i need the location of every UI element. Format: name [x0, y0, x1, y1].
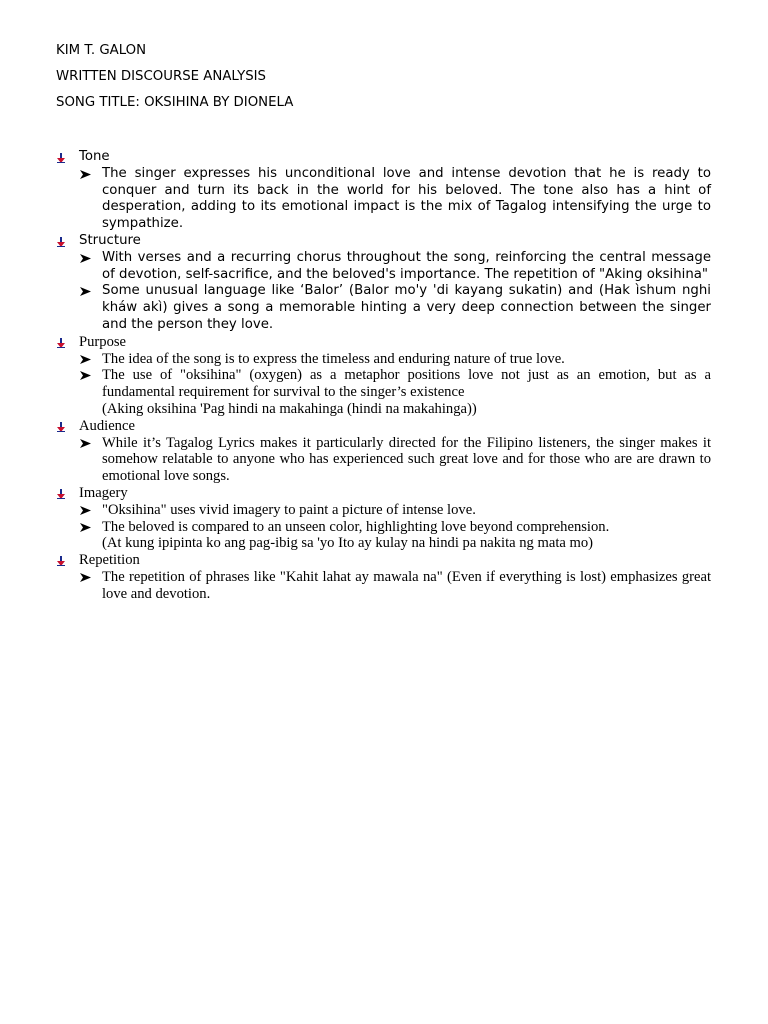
section-heading: Repetition: [56, 552, 711, 569]
section-heading: Audience: [56, 418, 711, 435]
bullet-icon: [57, 237, 65, 247]
arrow-bullet-icon: [80, 287, 91, 296]
section-heading: Tone: [56, 149, 711, 166]
bullet-icon: [57, 338, 65, 348]
lyric-quote: (At kung ipipinta ko ang pag-ibig sa 'yo Ito ay kulay na hindi pa nakita ng mata mo): [102, 535, 594, 552]
section-heading: Structure: [56, 233, 711, 250]
list-item: The singer expresses his unconditional love and intense devotion that he is ready to conquer and turn its back in the world for his beloved. The tone also has a hint of desperation, adding to its emotional impact is the mix of Tagalog intensifying the urge to sympathize.: [56, 166, 711, 233]
bullet-icon: [57, 153, 65, 163]
list-item: With verses and a recurring chorus throughout the song, reinforcing the central message of devotion, self-sacrifice, and the beloved's importance. The repetition of "Aking oksihina": [56, 250, 711, 284]
arrow-bullet-icon: [80, 439, 91, 448]
arrow-bullet-icon: [80, 523, 91, 532]
section-tone: [56, 149, 711, 233]
author-name: KIM T. GALON: [56, 43, 147, 58]
arrow-bullet-icon: [80, 254, 91, 263]
section-structure: [56, 233, 711, 334]
song-title: SONG TITLE: OKSIHINA BY DIONELA: [56, 95, 294, 110]
list-item: The idea of the song is to express the timeless and enduring nature of true love.: [56, 351, 711, 368]
section-repetition: [56, 552, 711, 602]
bullet-icon: [57, 489, 65, 499]
arrow-bullet-icon: [80, 355, 91, 364]
list-item: Some unusual language like ‘Balor’ (Balor mo'y 'di kayang sukatin) and (Hak ìshum nghi kháw akì) gives a song a memorable hinting a very deep connection between the singer and the person they love.: [56, 283, 711, 333]
arrow-bullet-icon: [80, 573, 91, 582]
section-heading: Imagery: [56, 485, 711, 502]
arrow-bullet-icon: [80, 371, 91, 380]
section-imagery: [56, 485, 711, 552]
section-audience: [56, 418, 711, 485]
course-title: WRITTEN DISCOURSE ANALYSIS: [56, 69, 266, 84]
arrow-bullet-icon: [80, 506, 91, 515]
section-purpose: [56, 334, 711, 418]
analysis-list: [56, 149, 711, 603]
list-item: The use of "oksihina" (oxygen) as a metaphor positions love not just as an emotion, but as a fundamental requirement for survival to the singer’s existence (Aking oksihina 'Pag hindi na makahinga (hindi na makahinga)): [56, 367, 711, 417]
list-item: The beloved is compared to an unseen color, highlighting love beyond comprehension. (At kung ipipinta ko ang pag-ibig sa 'yo Ito ay kulay na hindi pa nakita ng mata mo): [56, 519, 711, 553]
arrow-bullet-icon: [80, 170, 91, 179]
list-item: "Oksihina" uses vivid imagery to paint a picture of intense love.: [56, 502, 711, 519]
section-heading: Purpose: [56, 334, 711, 351]
lyric-quote: (Aking oksihina 'Pag hindi na makahinga (hindi na makahinga)): [102, 400, 477, 417]
bullet-icon: [57, 556, 65, 566]
list-item: While it’s Tagalog Lyrics makes it particularly directed for the Filipino listeners, the singer makes it somehow relatable to anyone who has experienced such great love and for those who are are drawn to emotional love songs.: [56, 435, 711, 485]
list-item: The repetition of phrases like "Kahit lahat ay mawala na" (Even if everything is lost) emphasizes great love and devotion.: [56, 569, 711, 603]
bullet-icon: [57, 422, 65, 432]
